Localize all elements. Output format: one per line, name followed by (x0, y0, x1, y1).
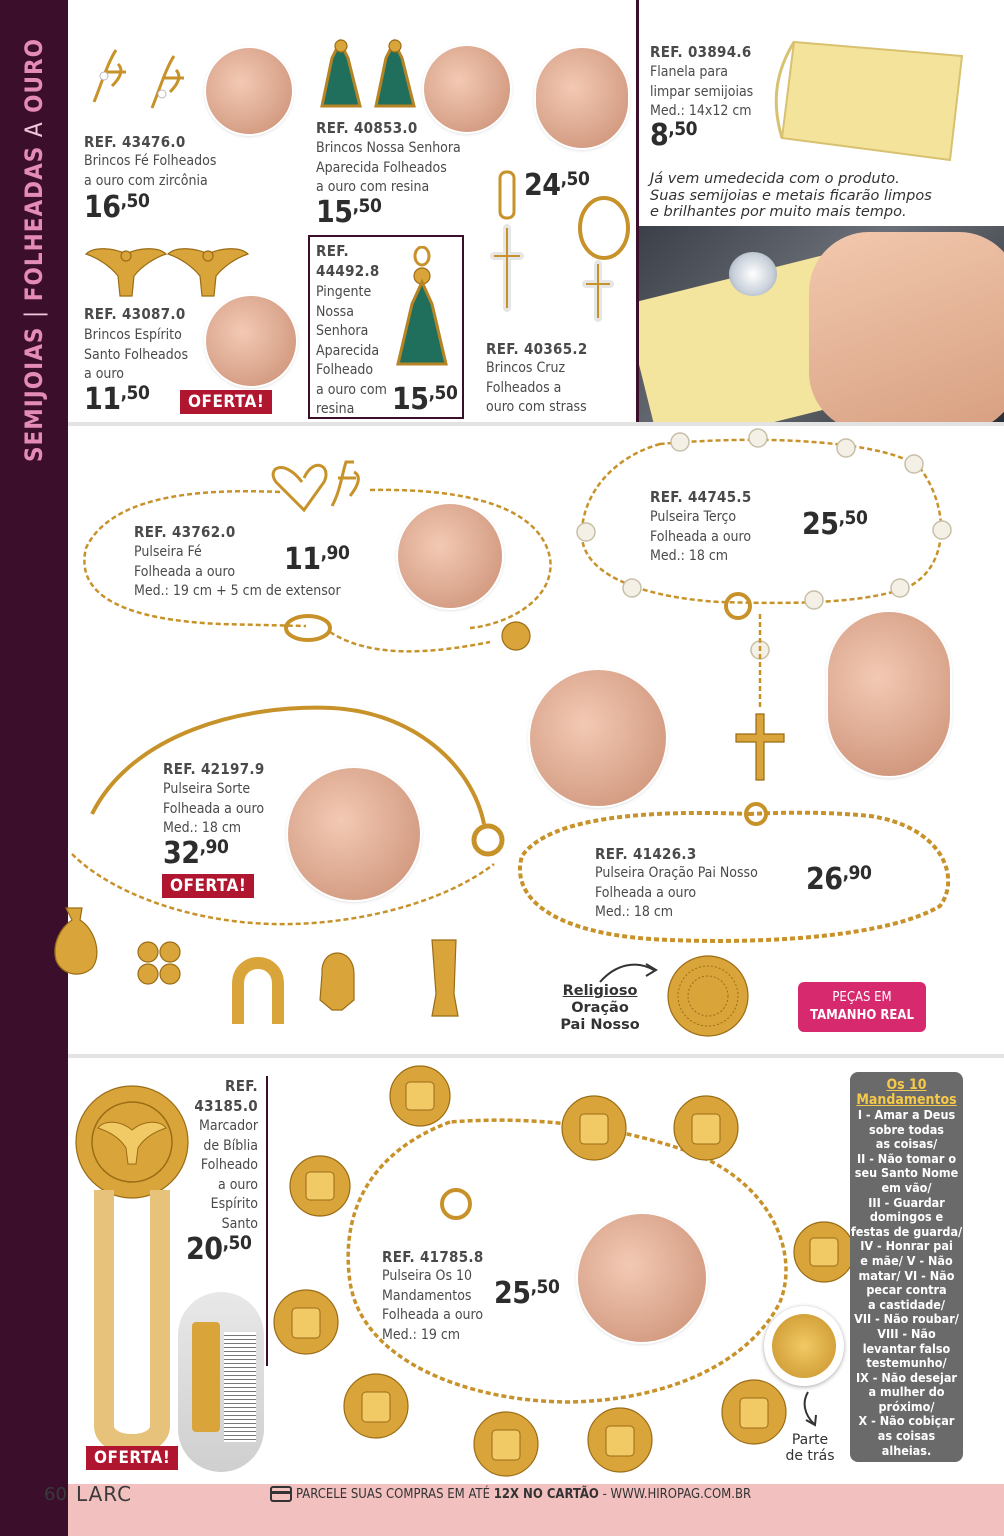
section-title: SEMIJOIAS | FOLHEADAS A OURO (20, 37, 48, 463)
card-icon (270, 1486, 292, 1502)
fe-earrings-image (82, 42, 202, 122)
offer-badge: OFERTA! (180, 390, 272, 414)
product-price: $32^{,90}$ (163, 836, 229, 871)
sorte-bracelet-image (52, 694, 522, 1040)
product-price: $8^{,50}$ (650, 118, 698, 153)
back-caption: Parte de trás (785, 1432, 835, 1464)
product-ref: REF. 41426.3 (595, 845, 697, 863)
offer-badge: OFERTA! (162, 874, 254, 898)
product-desc: Flanela para limpar semijoias Med.: 14x12 cm (650, 64, 754, 119)
product-desc: Pulseira Terço Folheada a ouro Med.: 18 cm (650, 509, 752, 564)
nossa-senhora-earrings-image (318, 38, 422, 110)
product-price: $16^{,50}$ (84, 190, 150, 225)
product-price: $20^{,50}$ (186, 1232, 252, 1267)
cloth-note: Já vem umedecida com o produto. Suas semijoias e metais ficarão limpos e brilhantes por muito mais tempo. (650, 171, 932, 220)
product-price: $11^{,90}$ (284, 542, 350, 577)
cruz-earrings-image (486, 168, 636, 328)
pendant-image (392, 246, 452, 368)
offer-badge: OFERTA! (86, 1446, 178, 1470)
product-ref: REF. 03894.6 (650, 43, 752, 61)
product-desc: Brincos Fé Folheados a ouro com zircônia (84, 153, 217, 189)
product-price: $11^{,50}$ (84, 382, 150, 417)
product-desc: Marcador de Bíblia Folheado a ouro Espírito Santo (199, 1118, 258, 1232)
product-price: $25^{,50}$ (494, 1276, 560, 1311)
ear-photo (536, 48, 628, 148)
real-size-badge: PEÇAS EM TAMANHO REAL (798, 982, 926, 1032)
bookmark-photo (178, 1292, 264, 1472)
ear-photo (206, 296, 296, 386)
product-ref: REF. 43087.0 (84, 305, 186, 323)
brand-logo: LARC (76, 1482, 133, 1506)
product-ref: REF. 40853.0 (316, 119, 418, 137)
ear-photo (206, 48, 292, 134)
cloth-image (764, 38, 970, 162)
medal-back-photo (764, 1306, 844, 1386)
arrow-icon (596, 958, 662, 988)
espirito-santo-earrings-image (84, 240, 250, 306)
column-divider (266, 1076, 268, 1366)
medal-caption: Religioso Oração Pai Nosso (560, 983, 640, 1033)
product-desc: Pulseira Sorte Folheada a ouro Med.: 18 cm (163, 781, 265, 836)
product-price: $24^{,50}$ (524, 168, 590, 203)
page-number: 60 (44, 1484, 67, 1505)
product-ref: REF. 41785.8 (382, 1248, 484, 1266)
product-ref: REF. 42197.9 (163, 760, 265, 778)
wrist-photo (530, 670, 666, 806)
product-ref: REF. 43185.0 (194, 1077, 258, 1115)
product-desc: Pulseira Oração Pai Nosso Folheada a ouro Med.: 18 cm (595, 865, 758, 920)
arrow-icon (800, 1390, 824, 1430)
product-ref: REF. 44492.8 (316, 242, 380, 280)
mandamentos-bracelet-image (270, 1062, 850, 1482)
cleaning-photo (639, 226, 1004, 422)
wrist-photo (828, 612, 950, 776)
wrist-photo (398, 504, 502, 608)
product-desc: Brincos Espírito Santo Folheados a ouro (84, 327, 189, 382)
product-desc: Pingente Nossa Senhora Aparecida Folheado a ouro com resina (316, 284, 387, 417)
wrist-photo (578, 1214, 706, 1342)
product-ref: REF. 44745.5 (650, 488, 752, 506)
product-price: $15^{,50}$ (316, 195, 382, 230)
footer-text: PARCELE SUAS COMPRAS EM ATÉ 12X NO CARTÃO - WWW.HIROPAG.COM.BR (296, 1487, 752, 1502)
ear-photo (424, 46, 510, 132)
product-price: $26^{,90}$ (806, 862, 872, 897)
product-desc: Brincos Nossa Senhora Aparecida Folheados a ouro com resina (316, 140, 461, 195)
product-price: $25^{,50}$ (802, 507, 868, 542)
product-ref: REF. 43476.0 (84, 133, 186, 151)
product-ref: REF. 43762.0 (134, 523, 236, 541)
product-ref: REF. 40365.2 (486, 340, 588, 358)
product-price: $15^{,50}$ (392, 382, 458, 417)
product-desc: Pulseira Os 10 Mandamentos Folheada a ouro Med.: 19 cm (382, 1268, 484, 1343)
section-divider (68, 1054, 1004, 1058)
product-desc: Brincos Cruz Folheados a ouro com strass (486, 360, 587, 415)
commandments-box: Os 10 Mandamentos I - Amar a Deus sobre todas as coisas/ II - Não tomar o seu Santo Nome em vão/ III - Guardar domingos e festas de guarda/ IV - Honrar pai e mãe/ V - Não matar/ VI - Não pecar contra a castidade/ VII - Não roubar/ VIII - Não levantar falso testemunho/ IX - Não desejar a mulher do próximo/ X - Não cobiçar as coisas alheias. (850, 1072, 963, 1462)
wrist-photo (288, 768, 420, 900)
section-divider (68, 422, 1004, 426)
product-desc: Pulseira Fé Folheada a ouro Med.: 19 cm + 5 cm de extensor (134, 544, 341, 599)
